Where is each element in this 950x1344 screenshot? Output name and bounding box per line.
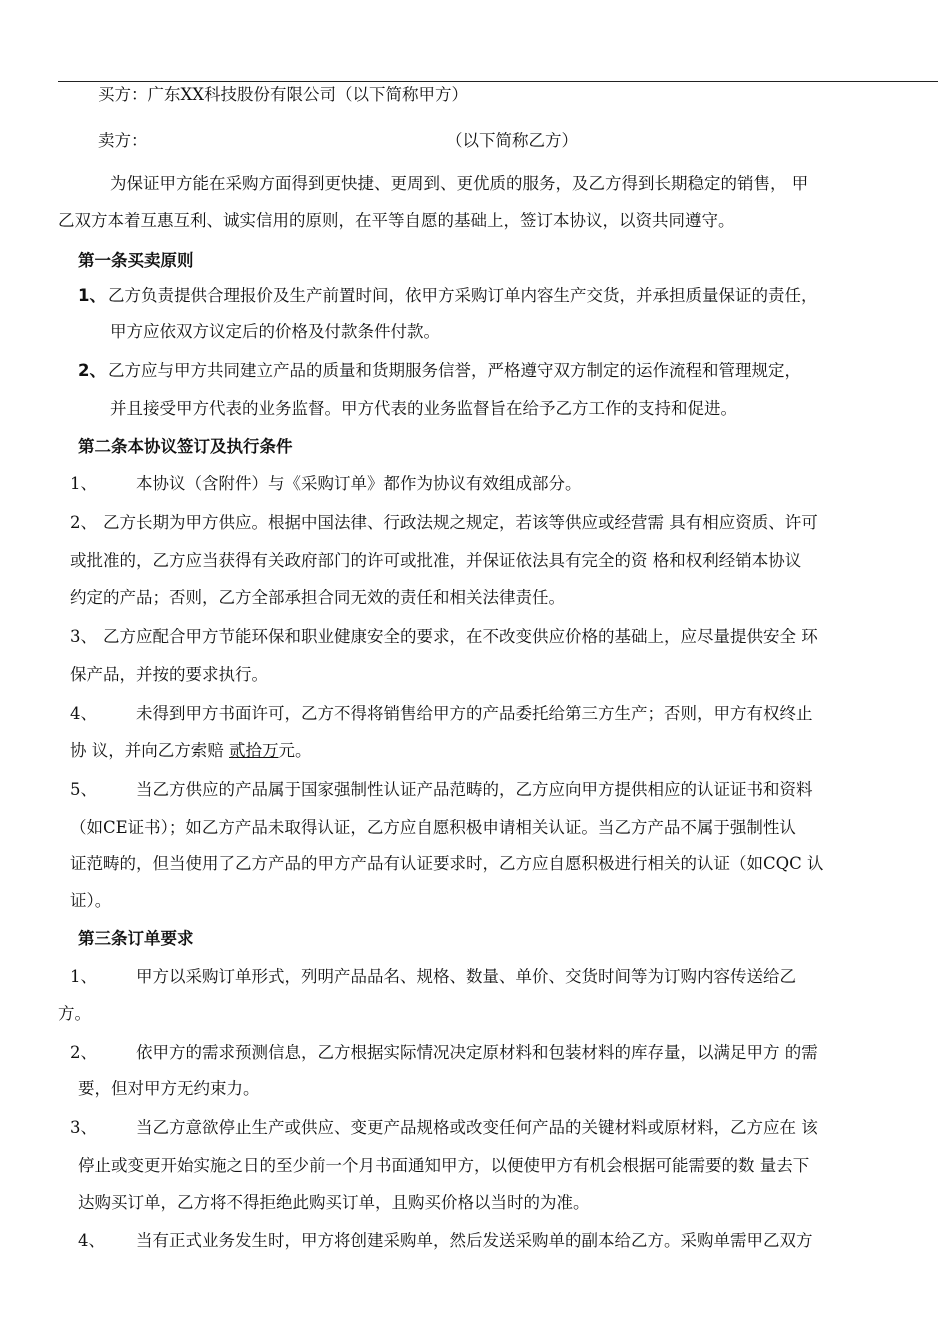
article-3-item-3-line-3: 达购买订单，乙方将不得拒绝此购买订单，且购买价格以当时的为准。 [78, 1193, 590, 1212]
article-3-item-3-number: 3、 [70, 1118, 97, 1137]
article-3-item-4-number: 4、 [78, 1231, 105, 1250]
article-3-item-4-text: 当有正式业务发生时，甲方将创建采购单，然后发送采购单的副本给乙方。采购单需甲乙双方 [136, 1231, 813, 1250]
article-2-item-3-line-1: 乙方应配合甲方节能环保和职业健康安全的要求，在不改变供应价格的基础上，应尽量提供安全 环 [103, 627, 818, 646]
article-1-item-1-number: 1、 [78, 286, 106, 305]
article-2-item-4-line-2-post: 元。 [278, 741, 312, 760]
article-1-heading: 第一条买卖原则 [78, 251, 194, 270]
article-3-heading: 第三条订单要求 [78, 929, 194, 948]
article-2-item-3-line-2: 保产品，并按的要求执行。 [70, 665, 268, 684]
article-2-item-4-number: 4、 [70, 704, 97, 723]
article-1-item-1-line-2: 甲方应依双方议定后的价格及付款条件付款。 [110, 322, 440, 341]
article-2-item-2-number: 2、 [70, 513, 97, 532]
article-3-item-2-line-2: 要，但对甲方无约束力。 [78, 1079, 260, 1098]
article-2-item-2-line-1: 乙方长期为甲方供应。根据中国法律、行政法规之规定，若该等供应或经营需 具有相应资质、许可 [103, 513, 818, 532]
article-3-item-1-line-1: 甲方以采购订单形式，列明产品品名、规格、数量、单价、交货时间等为订购内容传送给乙 [136, 967, 796, 986]
article-2-item-5-number: 5、 [70, 780, 97, 799]
seller-suffix: （以下简称乙方） [446, 131, 578, 150]
article-3-item-2-number: 2、 [70, 1043, 97, 1062]
article-2-item-5-line-1: 当乙方供应的产品属于国家强制性认证产品范畴的，乙方应向甲方提供相应的认证证书和资料 [136, 780, 813, 799]
compensation-amount: 贰拾万 [229, 741, 279, 760]
article-2-heading: 第二条本协议签订及执行条件 [78, 437, 293, 456]
article-2-item-2-line-3: 约定的产品；否则，乙方全部承担合同无效的责任和相关法律责任。 [70, 588, 565, 607]
article-2-item-1-number: 1、 [70, 474, 97, 493]
article-2-item-2-line-2: 或批准的，乙方应当获得有关政府部门的许可或批准，并保证依法具有完全的资 格和权利经销本协议 [70, 551, 802, 570]
article-1-item-2-line-1: 乙方应与甲方共同建立产品的质量和货期服务信誉，严格遵守双方制定的运作流程和管理规定， [108, 361, 801, 380]
article-1-item-1-line-1: 乙方负责提供合理报价及生产前置时间，依甲方采购订单内容生产交货，并承担质量保证的责任， [108, 286, 818, 305]
article-3-item-1-number: 1、 [70, 967, 97, 986]
article-2-item-3-number: 3、 [70, 627, 97, 646]
article-2-item-4-line-2 [70, 740, 312, 762]
article-3-item-2-line-1: 依甲方的需求预测信息，乙方根据实际情况决定原材料和包装材料的库存量，以满足甲方 的需 [136, 1043, 818, 1062]
article-2-item-1-text: 本协议（含附件）与《采购订单》都作为协议有效组成部分。 [136, 474, 582, 493]
article-1-item-2-line-2: 并且接受甲方代表的业务监督。甲方代表的业务监督旨在给予乙方工作的支持和促进。 [110, 399, 737, 418]
article-3-item-3-line-1: 当乙方意欲停止生产或供应、变更产品规格或改变任何产品的关键材料或原材料，乙方应在 该 [136, 1118, 818, 1137]
seller-label: 卖方： [98, 131, 148, 150]
article-2-item-5-line-4: 证）。 [70, 891, 112, 910]
article-2-item-5-line-3: 证范畴的，但当使用了乙方产品的甲方产品有认证要求时，乙方应自愿积极进行相关的认证（如CQC 认 [70, 854, 824, 873]
preamble-line-2: 乙双方本着互惠互利、诚实信用的原则，在平等自愿的基础上，签订本协议，以资共同遵守。 [58, 211, 735, 230]
article-2-item-5-line-2: （如CE证书）；如乙方产品未取得认证，乙方应自愿积极申请相关认证。当乙方产品不属于强制性认 [70, 818, 796, 837]
article-2-item-4-line-1: 未得到甲方书面许可，乙方不得将销售给甲方的产品委托给第三方生产；否则，甲方有权终止 [136, 704, 813, 723]
article-2-item-4-line-2-pre: 协 议，并向乙方索赔 [70, 741, 229, 760]
preamble-line-1: 为保证甲方能在采购方面得到更快捷、更周到、更优质的服务，及乙方得到长期稳定的销售， 甲 [110, 174, 809, 193]
buyer-line: 买方：广东XX科技股份有限公司（以下简称甲方） [98, 85, 468, 104]
article-1-item-2-number: 2、 [78, 361, 106, 380]
top-divider [58, 81, 938, 82]
article-3-item-3-line-2: 停止或变更开始实施之日的至少前一个月书面通知甲方，以便使甲方有机会根据可能需要的数 量去下 [78, 1156, 810, 1175]
article-3-item-1-line-2: 方。 [58, 1004, 91, 1023]
